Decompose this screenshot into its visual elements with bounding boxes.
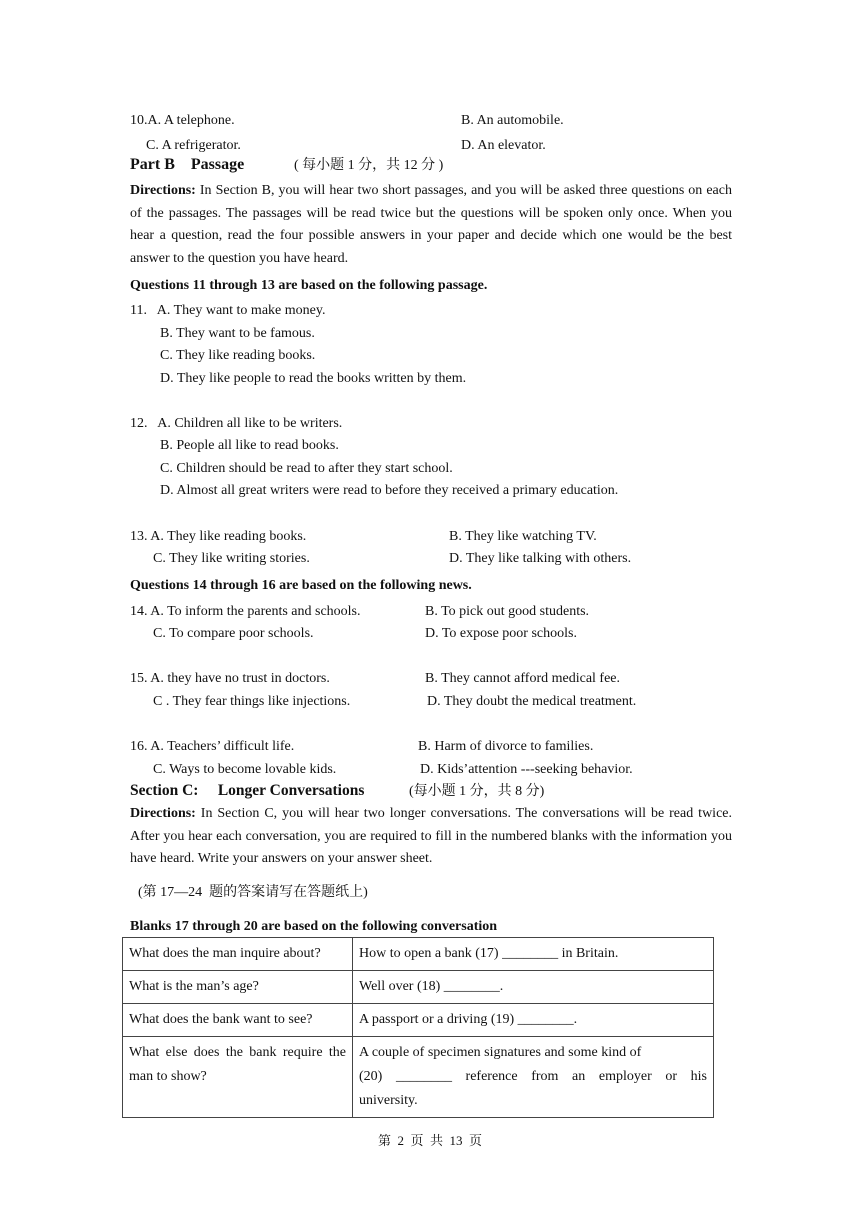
q12-option-c: C. Children should be read to after they start school. xyxy=(160,461,453,476)
q13-option-a: 13. A. They like reading books. xyxy=(130,529,307,544)
q16-option-a: 16. A. Teachers’ difficult life. xyxy=(130,739,295,754)
table-answer xyxy=(353,1037,714,1118)
q16-option-d: D. Kids’attention ---seeking behavior. xyxy=(420,762,633,777)
table-answer: A passport or a driving (19) ________. xyxy=(353,1004,714,1037)
q13-option-c: C. They like writing stories. xyxy=(153,551,310,566)
table-answer: How to open a bank (17) ________ in Britain. xyxy=(353,938,714,971)
q10-option-b: B. An automobile. xyxy=(461,113,564,128)
section-c-directions xyxy=(130,803,732,871)
table-answer-line: university. xyxy=(359,1093,418,1108)
q15-option-a: 15. A. they have no trust in doctors. xyxy=(130,671,330,686)
table-row xyxy=(123,971,714,1004)
q12-option-a: 12. A. Children all like to be writers. xyxy=(130,416,343,431)
blanks-heading: Blanks 17 through 20 are based on the following conversation xyxy=(130,919,498,934)
directions-text: In Section B, you will hear two short passages, and you will be asked three questions on each of the passages. The passages will be read twice but the questions will be spoken only once. When you hear a question, read the four possible answers in your paper and decide which one would be the best answer to the question you have heard. xyxy=(130,183,732,267)
q16-option-b: B. Harm of divorce to families. xyxy=(418,739,594,754)
directions-text: In Section C, you will hear two longer conversations. The conversations will be read twice. After you hear each conversation, you are required to fill in the numbered blanks with the information you have heard. Write your answers on your answer sheet. xyxy=(130,806,732,867)
q14-option-a: 14. A. To inform the parents and schools. xyxy=(130,604,361,619)
q15-option-c: C . They fear things like injections. xyxy=(153,694,351,709)
q11-option-c: C. They like reading books. xyxy=(160,348,316,363)
table-question: What else does the bank require the man to show? xyxy=(123,1037,353,1118)
q12-option-b: B. People all like to read books. xyxy=(160,438,339,453)
part-b-directions xyxy=(130,180,732,271)
directions-label: Directions: xyxy=(130,183,196,198)
q11-option-a: 11. A. They want to make money. xyxy=(130,303,326,318)
table-answer-line: A couple of specimen signatures and some kind of xyxy=(359,1045,642,1060)
table-question: What does the man inquire about? xyxy=(123,938,353,971)
q13-option-b: B. They like watching TV. xyxy=(449,529,597,544)
section-c-score: (每小题 1 分，共 8 分) xyxy=(409,784,545,799)
q10-option-c: C. A refrigerator. xyxy=(146,138,241,153)
q11-option-b: B. They want to be famous. xyxy=(160,326,315,341)
table-answer: Well over (18) ________. xyxy=(353,971,714,1004)
q13-option-d: D. They like talking with others. xyxy=(449,551,632,566)
q10-option-a: 10.A. A telephone. xyxy=(130,113,235,128)
q14-option-c: C. To compare poor schools. xyxy=(153,626,314,641)
page-footer: 第 2 页 共 13 页 xyxy=(377,1133,482,1148)
directions-label: Directions: xyxy=(130,806,196,821)
blanks-table xyxy=(122,937,714,1118)
table-row xyxy=(123,938,714,971)
q11-option-d: D. They like people to read the books written by them. xyxy=(160,371,467,386)
q15-option-d: D. They doubt the medical treatment. xyxy=(427,694,637,709)
table-row xyxy=(123,1037,714,1118)
q16-option-c: C. Ways to become lovable kids. xyxy=(153,762,337,777)
table-question: What is the man’s age? xyxy=(123,971,353,1004)
part-b-heading: Part B Passage xyxy=(130,156,245,173)
part-b-score: ( 每小题 1 分，共 12 分 ) xyxy=(294,158,444,173)
q14-option-d: D. To expose poor schools. xyxy=(425,626,577,641)
answer-note: (第 17—24 题的答案请写在答题纸上) xyxy=(138,885,368,900)
q15-option-b: B. They cannot afford medical fee. xyxy=(425,671,621,686)
q12-option-d: D. Almost all great writers were read to before they received a primary education. xyxy=(160,483,619,498)
q14-option-b: B. To pick out good students. xyxy=(425,604,590,619)
table-question: What does the bank want to see? xyxy=(123,1004,353,1037)
q10-option-d: D. An elevator. xyxy=(461,138,546,153)
group2-heading: Questions 14 through 16 are based on the following news. xyxy=(130,578,472,593)
table-answer-line: (20) ________ reference from an employer or his xyxy=(359,1069,707,1084)
section-c-heading: Section C: Longer Conversations xyxy=(130,782,365,799)
table-row xyxy=(123,1004,714,1037)
group1-heading: Questions 11 through 13 are based on the following passage. xyxy=(130,278,488,293)
